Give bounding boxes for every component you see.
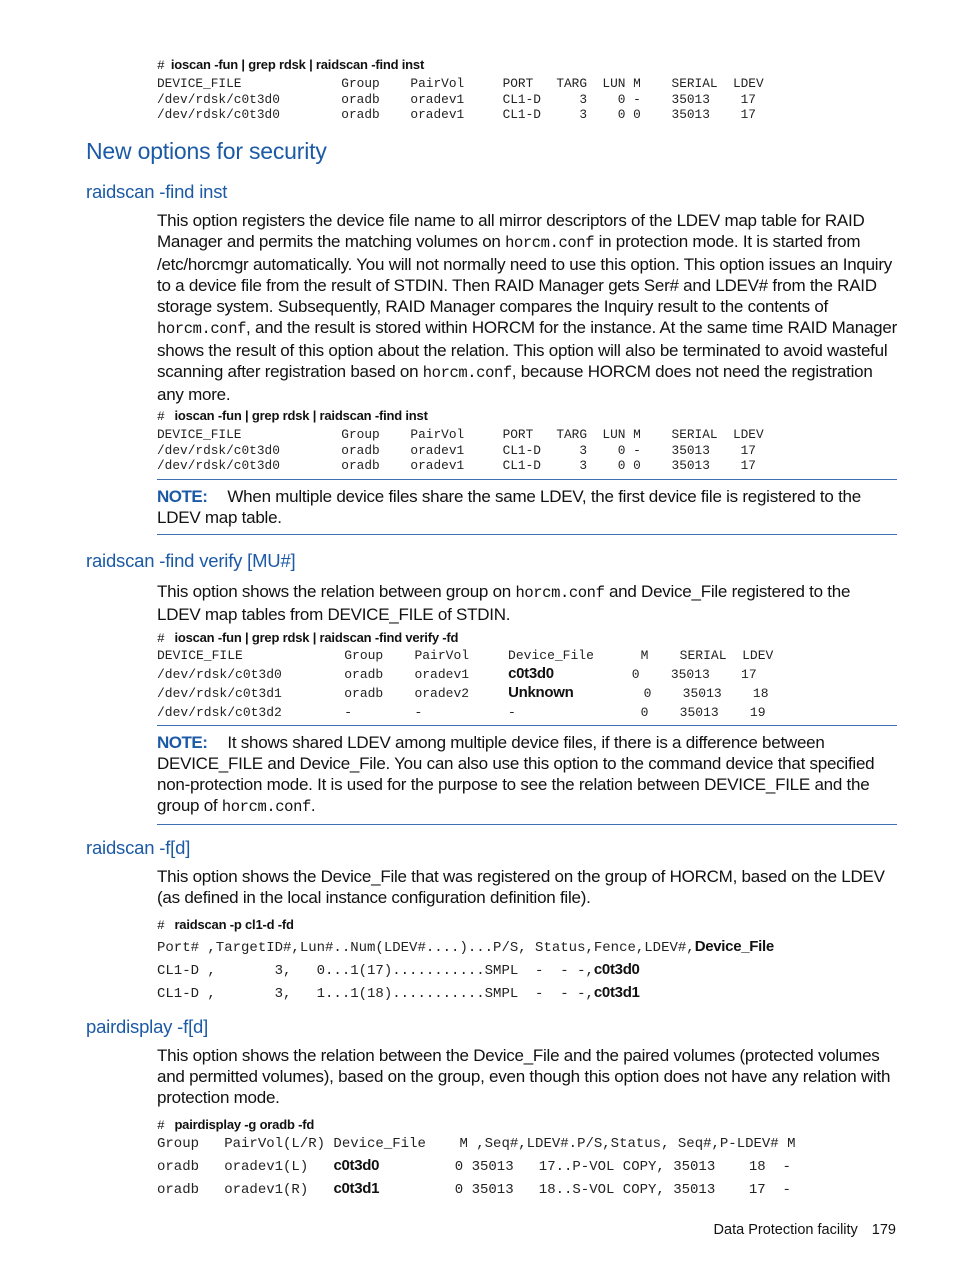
table-header: Group PairVol(L/R) Device_File M ,Seq#,LDEV#.P/S,Status, Seq#,P-LDEV# M xyxy=(157,1136,796,1152)
output-line: CL1-D , 3, 1...1(18)...........SMPL - - -,c0t3d1 xyxy=(157,984,640,1002)
text-run: This option registers the device file name to all mirror descriptors of the LDEV map table for RAID Manager and permits the matching volumes on xyxy=(157,211,865,251)
text-run: , because HORCM does not need the registration any more. xyxy=(157,362,873,404)
command-output xyxy=(157,427,897,474)
command-output xyxy=(157,76,897,123)
command-line: # ioscan -fun | grep rdsk | raidscan -find inst xyxy=(157,57,425,73)
subsection-title-pairdisplay: pairdisplay -f[d] xyxy=(86,1016,209,1037)
find-inst-paragraph xyxy=(157,210,897,405)
text-run: This option shows the relation between group on xyxy=(157,582,516,601)
command-text: ioscan -fun | grep rdsk | raidscan -find inst xyxy=(170,57,425,72)
section-title: New options for security xyxy=(86,138,327,164)
command-line: # ioscan -fun | grep rdsk | raidscan -find inst xyxy=(157,408,428,424)
fd-paragraph: This option shows the Device_File that was registered on the group of HORCM, based on the LDEV (as defined in the local instance configuration definition file). xyxy=(157,867,885,907)
note-box xyxy=(157,479,897,535)
pairdisplay-paragraph: This option shows the relation between the Device_File and the paired volumes (protected volumes and permitted volumes), based on the group, even though this option does not have any relation with protection mode. xyxy=(157,1046,891,1107)
command-text: raidscan -p cl1-d -fd xyxy=(174,917,294,932)
note-text: It shows shared LDEV among multiple device files, if there is a difference between DEVICE_FILE and Device_File. You can also use this option to the command device that specified non-protection mode. It is used for the purpose to see the relation between DEVICE_FILE and the group of xyxy=(157,733,875,815)
code-run: horcm.conf xyxy=(505,234,595,252)
text-run: in protection mode. It is started from /etc/horcmgr automatically. You will not normally need to use this option. This option issues an Inquiry to a device file from the result of STDIN. Then RAID Manager gets Ser# and LDEV# from the RAID storage system. Subsequently, RAID Manager compares the Inquiry result to the contents of xyxy=(157,232,892,316)
note-text: When multiple device files share the same LDEV, the first device file is registered to the LDEV map table. xyxy=(157,487,861,527)
page-number: 179 xyxy=(871,1222,896,1238)
code-run: horcm.conf xyxy=(422,364,512,382)
output-line: Port# ,TargetID#,Lun#..Num(LDEV#....)...P/S, Status,Fence,LDEV#,Device_File xyxy=(157,938,774,956)
fd-output xyxy=(157,936,897,1005)
pairdisplay-output xyxy=(157,1134,897,1201)
text-run: and Device_File registered to the LDEV map tables from DEVICE_FILE of STDIN. xyxy=(157,582,851,624)
output-text: DEVICE_FILE Group PairVol PORT TARG LUN M SERIAL LDEV /dev/rdsk/c0t3d0 oradb oradev1 CL1-D 3 0 - 35013 17 /dev/rdsk/c0t3d0 oradb oradev1 CL1-D 3 0 0 35013 17 xyxy=(157,427,764,473)
find-verify-paragraph xyxy=(157,581,897,625)
command-text: ioscan -fun | grep rdsk | raidscan -find inst xyxy=(174,408,428,423)
output-text: DEVICE_FILE Group PairVol PORT TARG LUN M SERIAL LDEV /dev/rdsk/c0t3d0 oradb oradev1 CL1-D 3 0 - 35013 17 /dev/rdsk/c0t3d0 oradb oradev1 CL1-D 3 0 0 35013 17 xyxy=(157,76,764,122)
command-text: ioscan -fun | grep rdsk | raidscan -find verify -fd xyxy=(174,630,459,645)
footer-section: Data Protection facility xyxy=(713,1222,858,1238)
note-box xyxy=(157,725,897,825)
page-footer xyxy=(714,1222,896,1238)
table-header: DEVICE_FILE Group PairVol Device_File M SERIAL LDEV xyxy=(157,648,774,663)
command-line: # ioscan -fun | grep rdsk | raidscan -find verify -fd xyxy=(157,630,459,646)
note-label: NOTE: xyxy=(157,733,208,752)
table-row: oradb oradev1(L) c0t3d0 0 35013 17..P-VOL COPY, 35013 18 - xyxy=(157,1157,791,1175)
code-run: horcm.conf xyxy=(157,320,247,338)
output-line: CL1-D , 3, 0...1(17)...........SMPL - - -,c0t3d0 xyxy=(157,961,640,979)
table-row: /dev/rdsk/c0t3d0 oradb oradev1 c0t3d0 0 35013 17 xyxy=(157,665,757,682)
subsection-title-find-verify: raidscan -find verify [MU#] xyxy=(86,550,296,571)
command-line: # pairdisplay -g oradb -fd xyxy=(157,1117,315,1133)
table-row: oradb oradev1(R) c0t3d1 0 35013 18..S-VOL COPY, 35013 17 - xyxy=(157,1180,791,1198)
table-row: /dev/rdsk/c0t3d2 - - - 0 35013 19 xyxy=(157,705,766,720)
code-run: horcm.conf xyxy=(515,584,605,602)
subsection-title-fd: raidscan -f[d] xyxy=(86,837,191,858)
command-text: pairdisplay -g oradb -fd xyxy=(174,1117,315,1132)
note-code: horcm.conf xyxy=(221,798,311,816)
subsection-title-find-inst: raidscan -find inst xyxy=(86,181,228,202)
note-text: . xyxy=(310,796,316,815)
verify-output xyxy=(157,647,897,722)
table-row: /dev/rdsk/c0t3d1 oradb oradev2 Unknown 0 35013 18 xyxy=(157,684,769,701)
note-label: NOTE: xyxy=(157,487,208,506)
text-run: , and the result is stored within HORCM for the instance. At the same time RAID Manager shows the result of this option about the relation. This option will also be terminated to avoid wasteful scanning after registration based on xyxy=(157,318,897,381)
command-line: # raidscan -p cl1-d -fd xyxy=(157,917,294,933)
